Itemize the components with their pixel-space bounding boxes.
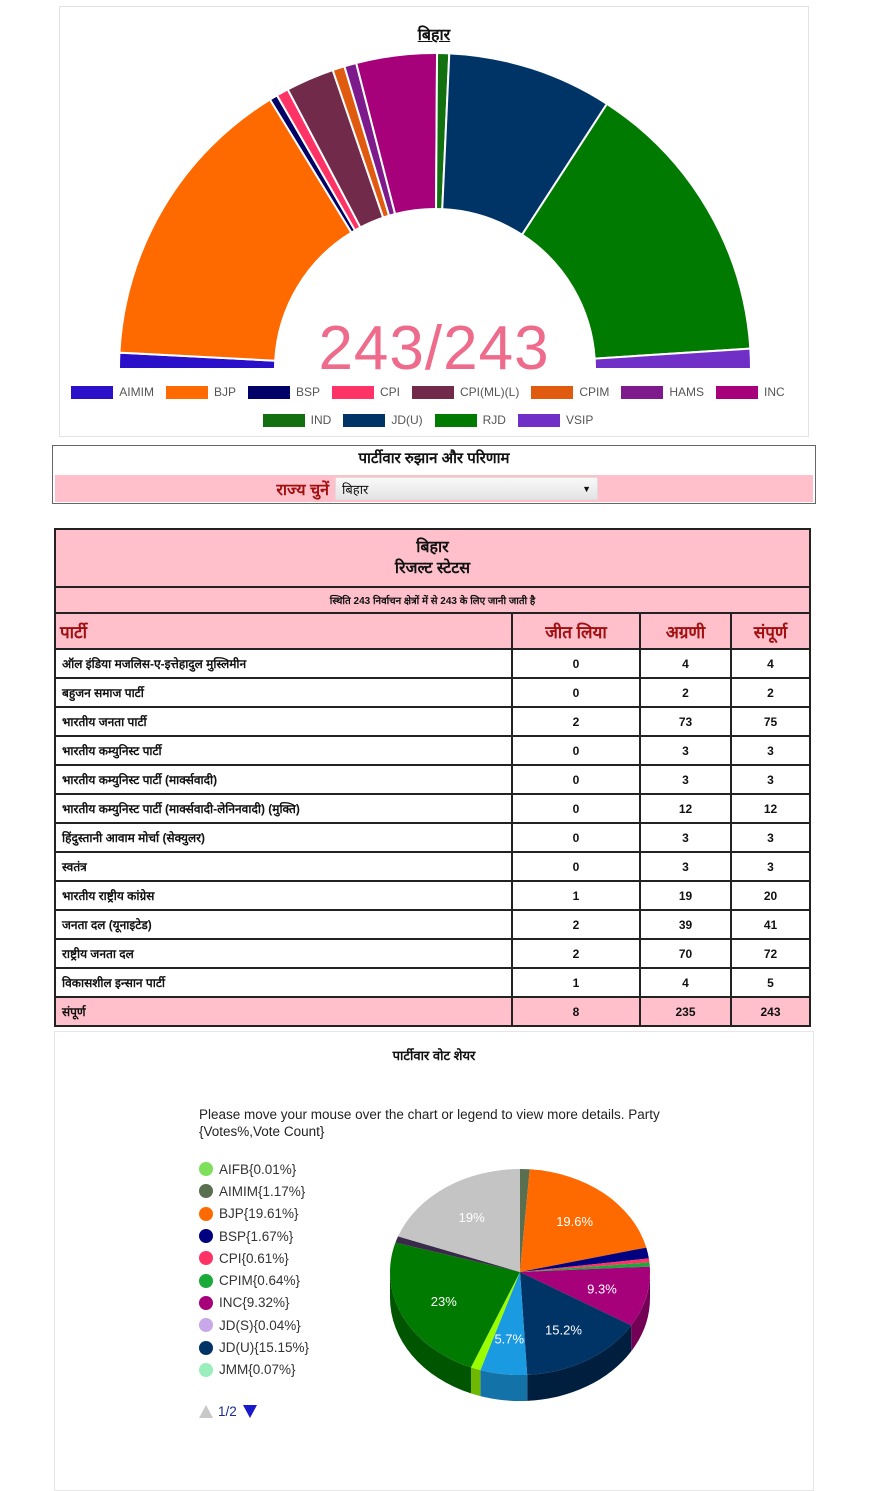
state-selector-panel xyxy=(52,445,816,504)
table-row xyxy=(55,736,810,765)
legend-item[interactable] xyxy=(199,1314,309,1336)
table-row xyxy=(55,649,810,678)
legend-swatch xyxy=(263,414,305,427)
cell-total: 2 xyxy=(731,678,810,707)
legend-label: CPIM xyxy=(579,385,610,399)
cell-leading: 19 xyxy=(640,881,731,910)
legend-item[interactable] xyxy=(199,1158,309,1180)
status-note: स्थिति 243 निर्वाचन क्षेत्रों में से 243 के लिए जानी जाती है xyxy=(55,587,810,613)
cell-leading: 2 xyxy=(640,678,731,707)
cell-won: 0 xyxy=(512,765,640,794)
legend-label: AIFB{0.01%} xyxy=(219,1161,297,1177)
legend-label: JD(U){15.15%} xyxy=(219,1340,310,1356)
cell-leading: 73 xyxy=(640,707,731,736)
cell-won: 2 xyxy=(512,910,640,939)
legend-swatch xyxy=(716,386,758,399)
cell-party: जनता दल (यूनाइटेड) xyxy=(55,910,512,939)
legend-swatch xyxy=(343,414,385,427)
legend-dot-icon xyxy=(199,1296,213,1310)
total-label: संपूर्ण xyxy=(55,997,512,1026)
dropdown-arrow-icon: ▼ xyxy=(582,483,591,494)
pie-slice-label: 15.2% xyxy=(545,1322,582,1338)
selector-title: पार्टीवार रुझान और परिणाम xyxy=(358,450,510,467)
legend-item[interactable] xyxy=(263,413,332,427)
cell-total: 3 xyxy=(731,823,810,852)
legend-item[interactable] xyxy=(199,1292,309,1314)
total-row xyxy=(55,997,810,1026)
cell-won: 0 xyxy=(512,736,640,765)
table-row xyxy=(55,881,810,910)
legend-swatch xyxy=(248,386,290,399)
vote-share-legend xyxy=(199,1158,309,1381)
cell-total: 12 xyxy=(731,794,810,823)
cell-party: ऑल इंडिया मजलिस-ए-इत्तेहादुल मुस्लिमीन xyxy=(55,649,512,678)
cell-party: भारतीय जनता पार्टी xyxy=(55,707,512,736)
vote-share-panel xyxy=(54,1031,814,1491)
legend-pager xyxy=(199,1404,257,1419)
legend-swatch xyxy=(518,414,560,427)
table-row xyxy=(55,852,810,881)
legend-swatch xyxy=(435,414,477,427)
legend-label: CPI{0.61%} xyxy=(219,1250,289,1266)
cell-won: 1 xyxy=(512,881,640,910)
pie-slice-label: 19% xyxy=(458,1210,485,1226)
legend-label: BSP xyxy=(295,385,320,399)
legend-label: CPI(ML)(L) xyxy=(460,385,520,399)
legend-item[interactable] xyxy=(199,1336,309,1358)
legend-item[interactable] xyxy=(71,385,154,399)
legend-item[interactable] xyxy=(199,1203,309,1225)
legend-label: BJP xyxy=(213,385,236,399)
legend-label: HAMS xyxy=(669,385,705,399)
cell-leading: 3 xyxy=(640,765,731,794)
legend-dot-icon xyxy=(199,1251,213,1265)
selector-row xyxy=(55,475,813,502)
cell-won: 1 xyxy=(512,968,640,997)
cell-total: 75 xyxy=(731,707,810,736)
legend-swatch xyxy=(531,386,573,399)
cell-total: 3 xyxy=(731,765,810,794)
table-row xyxy=(55,765,810,794)
cell-won: 0 xyxy=(512,649,640,678)
legend-item[interactable] xyxy=(248,385,320,399)
legend-dot-icon xyxy=(199,1207,213,1221)
table-row xyxy=(55,823,810,852)
legend-item[interactable] xyxy=(412,385,519,399)
cell-party: भारतीय राष्ट्रीय कांग्रेस xyxy=(55,881,512,910)
cell-won: 2 xyxy=(512,707,640,736)
results-table xyxy=(54,528,811,1027)
cell-leading: 3 xyxy=(640,852,731,881)
column-header-party: पार्टी xyxy=(55,613,512,649)
cell-won: 0 xyxy=(512,678,640,707)
cell-total: 20 xyxy=(731,881,810,910)
cell-party: भारतीय कम्युनिस्ट पार्टी (मार्क्सवादी-लेनिनवादी) (मुक्ति) xyxy=(55,794,512,823)
cell-total: 3 xyxy=(731,736,810,765)
legend-dot-icon xyxy=(199,1184,213,1198)
cell-won: 0 xyxy=(512,823,640,852)
cell-leading: 4 xyxy=(640,968,731,997)
cell-won: 0 xyxy=(512,794,640,823)
cell-party: भारतीय कम्युनिस्ट पार्टी xyxy=(55,736,512,765)
legend-label: CPIM{0.64%} xyxy=(219,1273,301,1289)
legend-label: INC{9.32%} xyxy=(219,1295,290,1311)
cell-leading: 4 xyxy=(640,649,731,678)
cell-leading: 12 xyxy=(640,794,731,823)
legend-item[interactable] xyxy=(531,385,609,399)
legend-item[interactable] xyxy=(199,1359,309,1381)
cell-total: 41 xyxy=(731,910,810,939)
legend-dot-icon xyxy=(199,1274,213,1288)
legend-item[interactable] xyxy=(343,413,422,427)
legend-swatch xyxy=(412,386,454,399)
legend-swatch xyxy=(332,386,374,399)
legend-item[interactable] xyxy=(332,385,400,399)
total-leading: 235 xyxy=(640,997,731,1026)
page-up-arrow-icon[interactable] xyxy=(199,1405,213,1418)
legend-label: AIMIM{1.17%} xyxy=(219,1183,306,1199)
pie-slice-label: 19.6% xyxy=(556,1213,594,1229)
legend-item[interactable] xyxy=(166,385,236,399)
legend-label: JD(U) xyxy=(391,413,423,427)
seat-summary: 243/243 xyxy=(318,314,550,383)
pie-slice-label: 9.3% xyxy=(587,1281,617,1297)
cell-won: 2 xyxy=(512,939,640,968)
table-row xyxy=(55,707,810,736)
legend-dot-icon xyxy=(199,1318,213,1332)
cell-total: 72 xyxy=(731,939,810,968)
legend-item[interactable] xyxy=(199,1225,309,1247)
pie-slice-label: 5.7% xyxy=(494,1331,525,1347)
cell-party: भारतीय कम्युनिस्ट पार्टी (मार्क्सवादी) xyxy=(55,765,512,794)
cell-party: राष्ट्रीय जनता दल xyxy=(55,939,512,968)
table-row xyxy=(55,794,810,823)
legend-label: JD(S){0.04%} xyxy=(219,1317,301,1333)
legend-item[interactable] xyxy=(199,1180,309,1202)
total-won: 8 xyxy=(512,997,640,1026)
vote-share-title: पार्टीवार वोट शेयर xyxy=(392,1048,476,1063)
legend-label: RJD xyxy=(482,413,506,427)
seat-chart-legend xyxy=(60,385,808,427)
cell-party: विकासशील इन्सान पार्टी xyxy=(55,968,512,997)
seat-chart-panel xyxy=(59,6,809,437)
pie-slice-side xyxy=(471,1367,480,1396)
legend-item[interactable] xyxy=(716,385,785,399)
legend-dot-icon xyxy=(199,1341,213,1355)
legend-item[interactable] xyxy=(435,413,506,427)
legend-swatch xyxy=(166,386,208,399)
legend-swatch xyxy=(71,386,113,399)
table-row xyxy=(55,910,810,939)
table-heading: रिजल्ट स्टेटस xyxy=(394,560,471,577)
state-select-dropdown[interactable] xyxy=(335,477,598,500)
legend-label: IND xyxy=(310,413,332,427)
state-select-value: बिहार xyxy=(342,481,369,497)
table-row xyxy=(55,968,810,997)
cell-leading: 3 xyxy=(640,823,731,852)
legend-label: AIMIM xyxy=(119,385,154,399)
cell-total: 3 xyxy=(731,852,810,881)
state-select-label: राज्य चुनें xyxy=(276,481,329,499)
cell-leading: 70 xyxy=(640,939,731,968)
cell-party: हिंदुस्तानी आवाम मोर्चा (सेक्युलर) xyxy=(55,823,512,852)
legend-label: INC xyxy=(764,385,785,399)
legend-swatch xyxy=(621,386,663,399)
total-total: 243 xyxy=(731,997,810,1026)
legend-item[interactable] xyxy=(199,1247,309,1269)
legend-label: BJP{19.61%} xyxy=(219,1206,299,1222)
legend-dot-icon xyxy=(199,1162,213,1176)
legend-item[interactable] xyxy=(518,413,593,427)
column-header-total: संपूर्ण xyxy=(731,613,810,649)
table-state-name: बिहार xyxy=(416,539,449,556)
column-header-leading: अग्रणी xyxy=(640,613,731,649)
legend-item[interactable] xyxy=(199,1269,309,1291)
legend-label: VSIP xyxy=(565,413,594,427)
legend-label: JMM{0.07%} xyxy=(219,1362,296,1378)
column-header-won: जीत लिया xyxy=(512,613,640,649)
legend-item[interactable] xyxy=(621,385,704,399)
cell-won: 0 xyxy=(512,852,640,881)
cell-leading: 39 xyxy=(640,910,731,939)
table-header xyxy=(55,529,810,587)
seat-chart-title: बिहार xyxy=(417,27,451,44)
cell-total: 4 xyxy=(731,649,810,678)
cell-party: स्वतंत्र xyxy=(55,852,512,881)
legend-dot-icon xyxy=(199,1229,213,1243)
pie-slice-label: 23% xyxy=(430,1293,457,1309)
legend-page-indicator: 1/2 xyxy=(218,1404,237,1419)
vote-share-note: Please move your mouse over the chart or legend to view more details. Party {Votes%,Vote Count} xyxy=(199,1107,660,1139)
vote-share-pie-chart[interactable] xyxy=(385,1167,655,1417)
cell-total: 5 xyxy=(731,968,810,997)
legend-label: BSP{1.67%} xyxy=(219,1228,294,1244)
cell-party: बहुजन समाज पार्टी xyxy=(55,678,512,707)
legend-dot-icon xyxy=(199,1363,213,1377)
legend-label: CPI xyxy=(380,385,401,399)
table-row xyxy=(55,939,810,968)
page-down-arrow-icon[interactable] xyxy=(243,1405,257,1418)
table-row xyxy=(55,678,810,707)
cell-leading: 3 xyxy=(640,736,731,765)
